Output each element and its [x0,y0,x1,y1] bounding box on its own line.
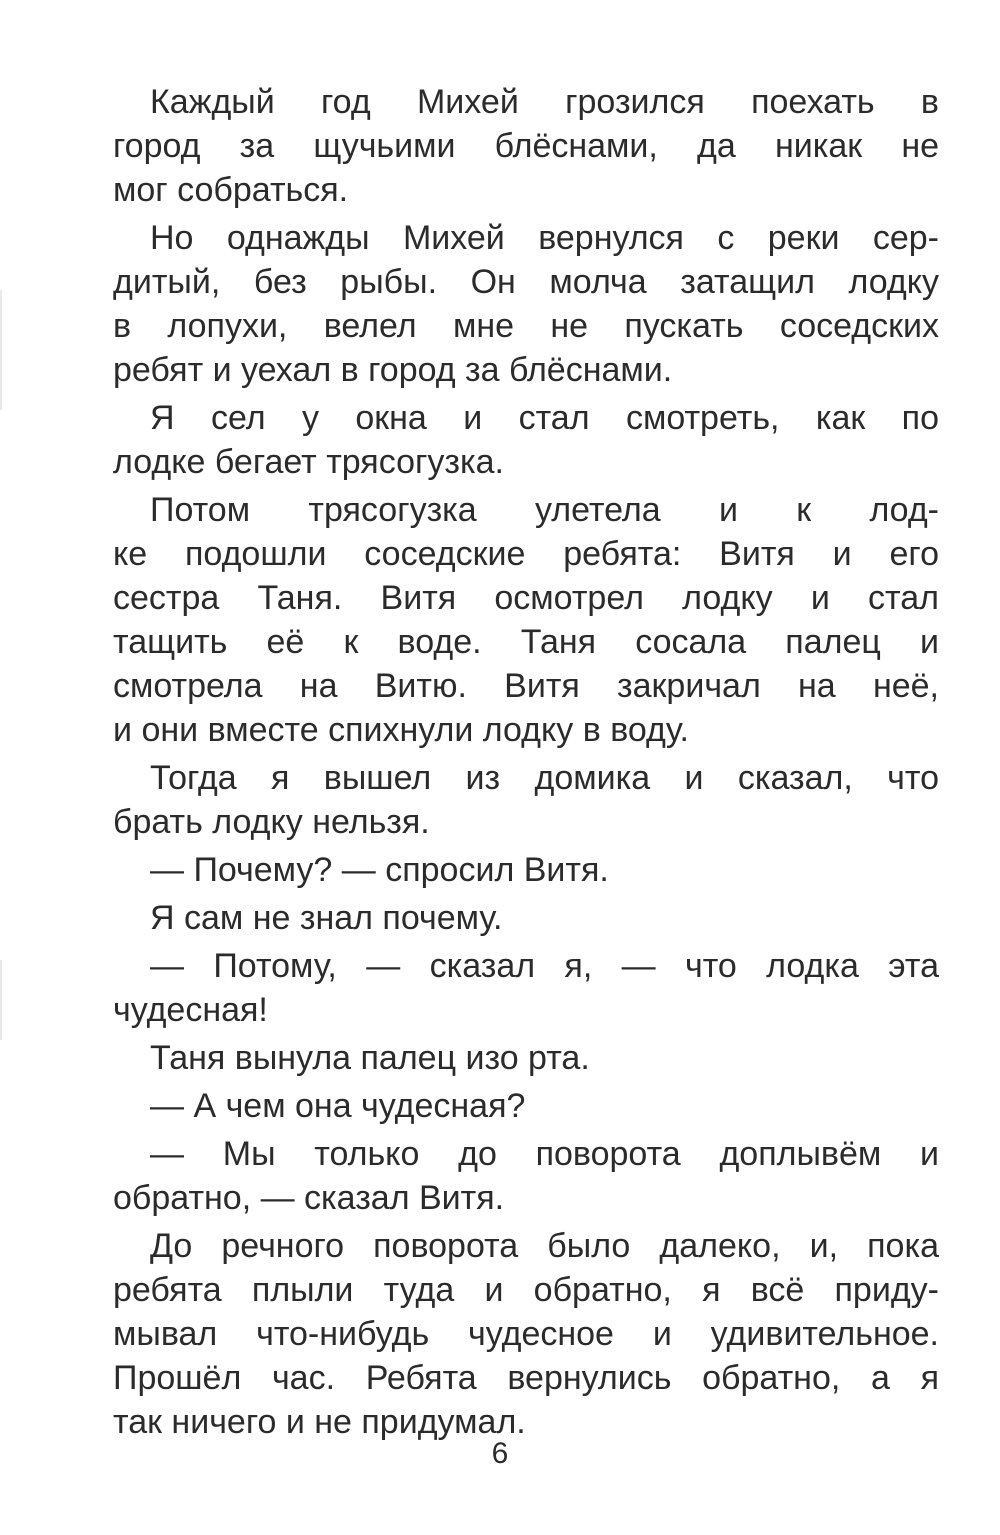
text-line: город за щучьими блёснами, да никак не [113,127,939,165]
paragraph [113,80,939,212]
text-line: Таня вынула палец изо рта. [150,1039,590,1077]
text-line: дитый, без рыбы. Он молча затащил лодку [113,263,939,301]
paragraph [113,944,939,1032]
text-line: — Потому, — сказал я, — что лодка эта [150,947,939,985]
paragraph [113,1036,939,1080]
text-line: Каждый год Михей грозился поехать в [150,83,939,121]
text-line: чудесная! [113,991,268,1029]
paragraph [113,216,939,392]
text-line: мог собраться. [113,171,349,209]
paragraph [113,1224,939,1444]
text-line: ребята плыли туда и обратно, я всё приду- [113,1271,939,1309]
text-line: брать лодку нельзя. [113,803,430,841]
paragraph [113,396,939,484]
text-line: сестра Таня. Витя осмотрел лодку и стал [113,579,939,617]
text-line: До речного поворота было далеко, и, пока [150,1227,939,1265]
text-line: мывал что-нибудь чудесное и удивительное. [113,1315,939,1353]
text-line: обратно, — сказал Витя. [113,1179,505,1217]
text-line: Я сам не знал почему. [150,899,503,937]
text-line: в лопухи, велел мне не пускать соседских [113,307,939,345]
page-edge-shadow [0,290,2,410]
text-line: ребят и уехал в город за блёснами. [113,351,673,389]
text-line: смотрела на Витю. Витя закричал на неё, [113,667,939,705]
paragraph [113,1132,939,1220]
text-line: Потом трясогузка улетела и к лод- [150,491,939,529]
text-line: ке подошли соседские ребята: Витя и его [113,535,939,573]
text-line: Тогда я вышел из домика и сказал, что [150,759,939,797]
text-line: — А чем она чудесная? [150,1087,526,1125]
text-line: так ничего и не придумал. [113,1403,526,1441]
page-number: 6 [491,1437,509,1470]
paragraph [113,896,939,940]
page-text [113,80,939,1444]
text-line: Но однажды Михей вернулся с реки сер- [150,219,939,257]
text-line: — Почему? — спросил Витя. [150,851,609,889]
paragraph [113,756,939,844]
paragraph [113,1084,939,1128]
text-line: и они вместе спихнули лодку в воду. [113,711,689,749]
paragraph [113,848,939,892]
page-edge-shadow [0,960,2,1040]
text-line: тащить её к воде. Таня сосала палец и [113,623,939,661]
text-line: лодке бегает трясогузка. [113,443,504,481]
paragraph [113,488,939,752]
text-line: Я сел у окна и стал смотреть, как по [150,399,939,437]
text-line: Прошёл час. Ребята вернулись обратно, а я [113,1359,939,1397]
text-line: — Мы только до поворота доплывём и [150,1135,939,1173]
